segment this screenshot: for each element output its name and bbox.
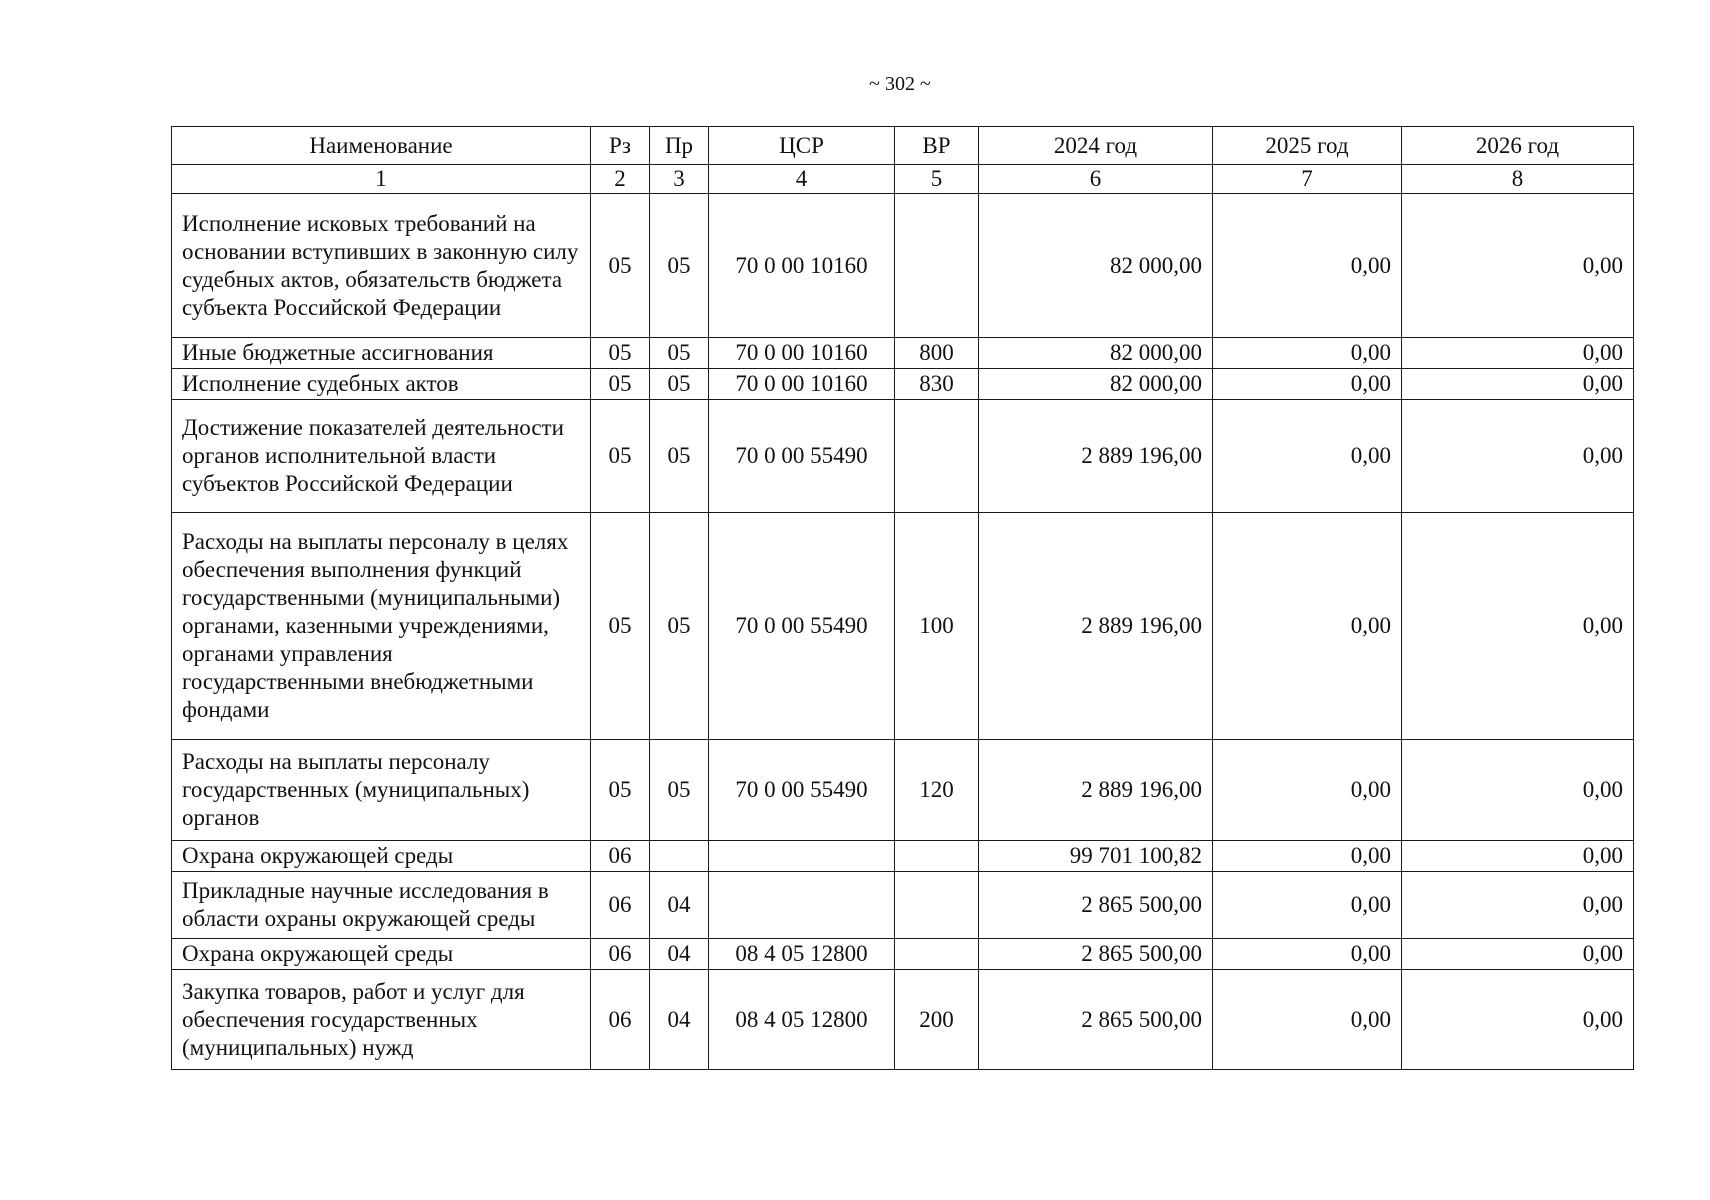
row-name: Исполнение судебных актов: [172, 369, 591, 400]
row-csr: 70 0 00 10160: [709, 194, 895, 338]
row-csr: [709, 841, 895, 872]
table-row: [172, 872, 1634, 939]
row-2024: 82 000,00: [979, 194, 1213, 338]
row-2025: 0,00: [1213, 939, 1402, 970]
row-rz: 05: [591, 338, 650, 369]
row-vr: 830: [895, 369, 979, 400]
header-vr: ВР: [895, 127, 979, 165]
row-csr: 08 4 05 12800: [709, 970, 895, 1070]
row-2026: 0,00: [1402, 338, 1634, 369]
column-number: 6: [979, 165, 1213, 194]
page-number: ~ 302 ~: [869, 73, 931, 95]
header-pr: Пр: [650, 127, 709, 165]
row-name: Расходы на выплаты персоналу государственных (муниципальных) органов: [172, 740, 591, 841]
header-csr: ЦСР: [709, 127, 895, 165]
row-2024: 82 000,00: [979, 369, 1213, 400]
header-2024: 2024 год: [979, 127, 1213, 165]
row-name: Достижение показателей деятельности органов исполнительной власти субъектов Российской Федерации: [172, 400, 591, 513]
row-vr: [895, 400, 979, 513]
table-row: [172, 338, 1634, 369]
row-csr: 70 0 00 55490: [709, 513, 895, 740]
row-name: Охрана окружающей среды: [172, 939, 591, 970]
row-2024: 2 889 196,00: [979, 513, 1213, 740]
row-2024: 99 701 100,82: [979, 841, 1213, 872]
row-pr: [650, 841, 709, 872]
column-number: 3: [650, 165, 709, 194]
row-rz: 05: [591, 194, 650, 338]
row-2026: 0,00: [1402, 369, 1634, 400]
row-2025: 0,00: [1213, 740, 1402, 841]
row-csr: 70 0 00 55490: [709, 740, 895, 841]
row-2024: 2 889 196,00: [979, 740, 1213, 841]
row-vr: 120: [895, 740, 979, 841]
row-2026: 0,00: [1402, 740, 1634, 841]
row-pr: 05: [650, 338, 709, 369]
header-2026: 2026 год: [1402, 127, 1634, 165]
row-name: Расходы на выплаты персоналу в целях обеспечения выполнения функций государственными (муниципальными) органами, казенными учреждениями, органами управления государственными внебюджетными фондами: [172, 513, 591, 740]
row-2026: 0,00: [1402, 939, 1634, 970]
row-vr: 100: [895, 513, 979, 740]
row-2025: 0,00: [1213, 194, 1402, 338]
row-2025: 0,00: [1213, 400, 1402, 513]
column-number: 4: [709, 165, 895, 194]
row-2025: 0,00: [1213, 369, 1402, 400]
table-row: [172, 841, 1634, 872]
row-vr: [895, 841, 979, 872]
row-pr: 05: [650, 400, 709, 513]
row-2026: 0,00: [1402, 970, 1634, 1070]
row-csr: 08 4 05 12800: [709, 939, 895, 970]
row-vr: 200: [895, 970, 979, 1070]
row-rz: 06: [591, 970, 650, 1070]
row-csr: [709, 872, 895, 939]
table-row: [172, 400, 1634, 513]
row-2026: 0,00: [1402, 194, 1634, 338]
row-rz: 05: [591, 513, 650, 740]
row-2026: 0,00: [1402, 513, 1634, 740]
row-pr: 04: [650, 872, 709, 939]
row-rz: 06: [591, 872, 650, 939]
row-csr: 70 0 00 10160: [709, 369, 895, 400]
table-row: [172, 513, 1634, 740]
row-vr: [895, 194, 979, 338]
table-row: [172, 740, 1634, 841]
column-number-row: [172, 165, 1634, 194]
row-rz: 06: [591, 841, 650, 872]
row-2024: 2 865 500,00: [979, 939, 1213, 970]
row-2025: 0,00: [1213, 513, 1402, 740]
row-name: Закупка товаров, работ и услуг для обеспечения государственных (муниципальных) нужд: [172, 970, 591, 1070]
header-rz: Рз: [591, 127, 650, 165]
row-rz: 05: [591, 369, 650, 400]
row-vr: [895, 939, 979, 970]
row-name: Прикладные научные исследования в области охраны окружающей среды: [172, 872, 591, 939]
row-csr: 70 0 00 55490: [709, 400, 895, 513]
row-rz: 06: [591, 939, 650, 970]
row-pr: 05: [650, 513, 709, 740]
table-row: [172, 970, 1634, 1070]
row-rz: 05: [591, 740, 650, 841]
row-csr: 70 0 00 10160: [709, 338, 895, 369]
column-number: 5: [895, 165, 979, 194]
column-number: 7: [1213, 165, 1402, 194]
row-2025: 0,00: [1213, 872, 1402, 939]
row-pr: 05: [650, 369, 709, 400]
row-2024: 2 865 500,00: [979, 970, 1213, 1070]
row-pr: 04: [650, 970, 709, 1070]
header-row: [172, 127, 1634, 165]
table-row: [172, 369, 1634, 400]
column-number: 2: [591, 165, 650, 194]
row-2024: 82 000,00: [979, 338, 1213, 369]
row-2025: 0,00: [1213, 970, 1402, 1070]
column-number: 8: [1402, 165, 1634, 194]
row-2026: 0,00: [1402, 872, 1634, 939]
row-pr: 05: [650, 740, 709, 841]
row-2026: 0,00: [1402, 841, 1634, 872]
budget-table: [171, 126, 1634, 1070]
column-number: 1: [172, 165, 591, 194]
row-2025: 0,00: [1213, 841, 1402, 872]
row-2025: 0,00: [1213, 338, 1402, 369]
table-row: [172, 939, 1634, 970]
row-rz: 05: [591, 400, 650, 513]
row-pr: 05: [650, 194, 709, 338]
row-vr: 800: [895, 338, 979, 369]
row-2024: 2 889 196,00: [979, 400, 1213, 513]
header-name: Наименование: [172, 127, 591, 165]
row-pr: 04: [650, 939, 709, 970]
row-vr: [895, 872, 979, 939]
row-name: Исполнение исковых требований на основании вступивших в законную силу судебных актов, обязательств бюджета субъекта Российской Федерации: [172, 194, 591, 338]
row-name: Иные бюджетные ассигнования: [172, 338, 591, 369]
row-2024: 2 865 500,00: [979, 872, 1213, 939]
row-2026: 0,00: [1402, 400, 1634, 513]
table-row: [172, 194, 1634, 338]
header-2025: 2025 год: [1213, 127, 1402, 165]
row-name: Охрана окружающей среды: [172, 841, 591, 872]
